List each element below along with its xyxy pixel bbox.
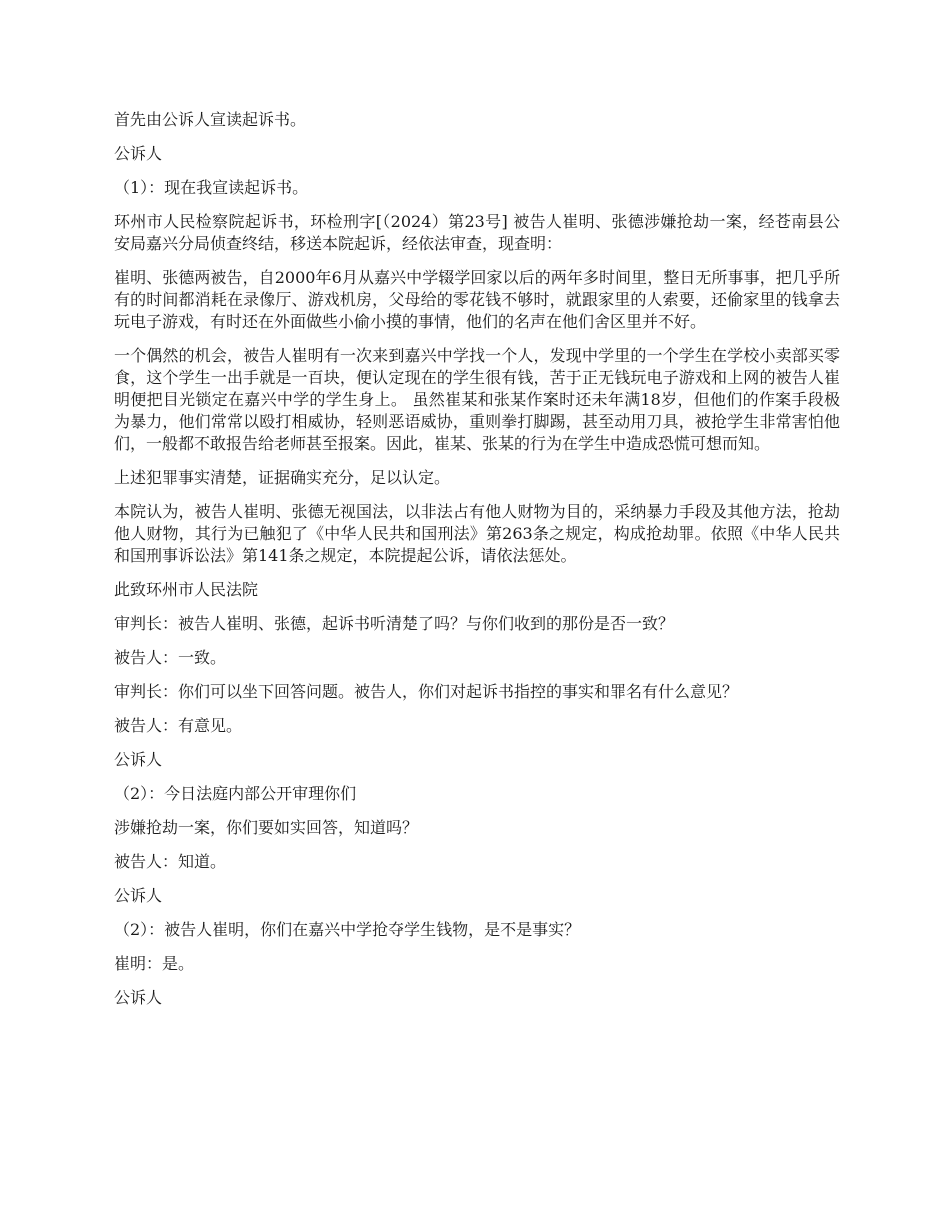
paragraph-speaker-prosecutor: 公诉人 — [114, 144, 163, 163]
paragraph-intro: 首先由公诉人宣读起诉书。 — [114, 110, 307, 129]
paragraph-prosecutor-statement-1: （1）：现在我宣读起诉书。 — [114, 178, 309, 197]
paragraph-addressee: 此致环州市人民法院 — [114, 580, 259, 599]
paragraph-prosecutor-question-3: （2）：被告人崔明，你们在嘉兴中学抢夺学生钱物，是不是事实？ — [114, 920, 581, 939]
paragraph-cuiming-answer: 崔明：是。 — [114, 954, 195, 973]
paragraph-crime-facts: 一个偶然的机会，被告人崔明有一次来到嘉兴中学找一个人，发现中学里的一个学生在学校小卖部买零食，这个学生一出手就是一百块，便认定现在的学生很有钱，苦于正无钱玩电子游戏和上网的被告人崔明便把目光锁定在嘉兴中学的学生身上。 虽然崔某和张某作案时还未年满18岁，但他们的作案手段极为暴力，他们常常以殴打相威协，轻则恶语威协，重则拳打脚踢，甚至动用刀具，被抢学生非常害怕他们，一般都不敢报告给老师甚至报案。因此，崔某、张某的行为在学生中造成恐慌可想而知。 — [114, 346, 840, 453]
paragraph-speaker-prosecutor: 公诉人 — [114, 886, 163, 905]
paragraph-defendant-answer-2: 被告人：有意见。 — [114, 716, 243, 735]
paragraph-defendant-answer-3: 被告人：知道。 — [114, 852, 227, 871]
paragraph-indictment-header: 环州市人民检察院起诉书，环检刑字[（2024）第23号] 被告人崔明、张德涉嫌抢劫一案，经苍南县公安局嘉兴分局侦查终结，移送本院起诉，经依法审查，现查明： — [114, 212, 840, 253]
paragraph-speaker-prosecutor: 公诉人 — [114, 750, 163, 769]
paragraph-judge-question-1: 审判长：被告人崔明、张德，起诉书听清楚了吗？与你们收到的那份是否一致？ — [114, 614, 675, 633]
document-body — [114, 109, 840, 1021]
paragraph-judge-question-2: 审判长：你们可以坐下回答问题。被告人，你们对起诉书指控的事实和罪名有什么意见？ — [114, 682, 739, 701]
paragraph-evidence-conclusion: 上述犯罪事实清楚，证据确实充分，足以认定。 — [114, 468, 451, 487]
paragraph-prosecutor-statement-2: （2）：今日法庭内部公开审理你们 — [114, 784, 357, 803]
paragraph-court-opinion: 本院认为，被告人崔明、张德无视国法，以非法占有他人财物为目的，采纳暴力手段及其他方法，抢劫他人财物，其行为已触犯了《中华人民共和国刑法》第263条之规定，构成抢劫罪。依照《中华人民共和国刑事诉讼法》第141条之规定，本院提起公诉，请依法惩处。 — [114, 502, 840, 565]
paragraph-defendant-answer-1: 被告人：一致。 — [114, 648, 227, 667]
paragraph-speaker-prosecutor: 公诉人 — [114, 988, 163, 1007]
paragraph-defendant-background: 崔明、张德两被告，自2000年6月从嘉兴中学辍学回家以后的两年多时间里，整日无所事事，把几乎所有的时间都消耗在录像厅、游戏机房，父母给的零花钱不够时，就跟家里的人索要，还偷家里的钱拿去玩电子游戏，有时还在外面做些小偷小摸的事情，他们的名声在他们舍区里并不好。 — [114, 268, 840, 331]
paragraph-prosecutor-statement-2-cont: 涉嫌抢劫一案，你们要如实回答，知道吗？ — [114, 818, 419, 837]
